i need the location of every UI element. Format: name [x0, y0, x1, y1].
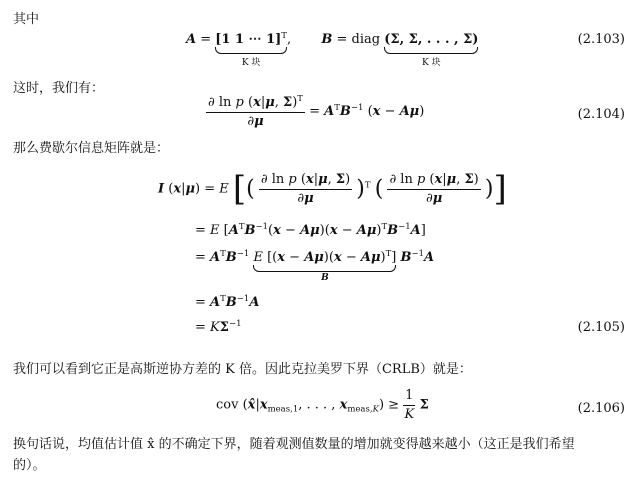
diag-operator: diag: [351, 32, 381, 47]
matrix-A-symbol: A: [186, 32, 197, 47]
equation-2-103: A = [1 1 ⋯ 1]$^T$ K 块 , B = diag (Σ, Σ, . . . , Σ) K 块: [186, 31, 479, 68]
A-block-brace: [1 1 ⋯ 1]$^T$ K 块: [215, 31, 287, 68]
equation-2-105-line-2: = E $[A^TB^{-1}(x - A\mu)(x - A\mu)^TB^{-1}A]$: [195, 222, 426, 238]
equation-number-2-106: (2.106): [577, 401, 625, 416]
equation-2-106: cov ($x̂|x_{meas,1}$, . . . , $x_{meas,K}$) ≥ $\frac{1}{K}$ Σ: [216, 388, 429, 422]
A-block-label: K 块: [241, 58, 261, 68]
equation-2-105-line-4: = $A^TB^{-1}A$: [195, 294, 260, 310]
text-then: 这时，我们有：: [13, 81, 105, 96]
equation-2-105-line-1: I (x|μ) = E [( $\frac{\text{∂ ln p (x|μ, Σ)}}{\partial\mu}$ )$^T$ ( $\frac{\text{∂ ln p (x|μ, Σ)}}{\partial\mu}$ )]: [158, 169, 507, 209]
B-brace-label: B: [321, 273, 329, 283]
equation-number-2-104: (2.104): [577, 107, 625, 122]
text-fisher: 那么费歇尔信息矩阵就是：: [13, 141, 170, 156]
equation-2-104: $\frac{\partial \ln p (x|\mu, \Sigma)^T}{\partial\mu}$ = $A^TB^{-1}$ (x − Aμ): [208, 94, 425, 129]
B-expectation-brace: E $[(x - A\mu)(x - A\mu)^T]$ B: [253, 249, 397, 283]
equation-number-2-105: (2.105): [577, 320, 625, 335]
cov-operator: cov: [216, 397, 239, 413]
text-conclusion-line-1: 换句话说，均值估计值 x̂ 的不确定下界，随着观测值数量的增加就变得越来越小（这正是我们希望: [13, 437, 575, 452]
B-block-brace: [384, 32, 479, 68]
equation-2-105-line-5: = $K\Sigma^{-1}$: [195, 319, 242, 335]
matrix-B-symbol: B: [321, 32, 333, 47]
intro-where-text: 其中: [13, 12, 40, 27]
A-block-content: [1 1 ⋯ 1]: [215, 32, 282, 47]
equation-2-105-line-3: = $A^TB^{-1}$ E $[(x - A\mu)(x - A\mu)^T]$ B $B^{-1}A$: [195, 249, 435, 283]
B-block-content: (Σ, Σ, . . . , Σ): [384, 32, 479, 47]
text-conclusion-line-2: 的）。: [13, 458, 46, 473]
meas-subscript-1: meas: [267, 404, 291, 415]
equation-number-2-103: (2.103): [577, 32, 625, 47]
partial-derivative-fraction: $\frac{\partial \ln p (x|\mu, \Sigma)^T}{\partial\mu}$: [208, 94, 303, 129]
B-block-label: K 块: [422, 58, 441, 68]
text-crlb: 我们可以看到它正是高斯逆协方差的 K 倍。因此克拉美罗下界（CRLB）就是：: [13, 362, 472, 377]
